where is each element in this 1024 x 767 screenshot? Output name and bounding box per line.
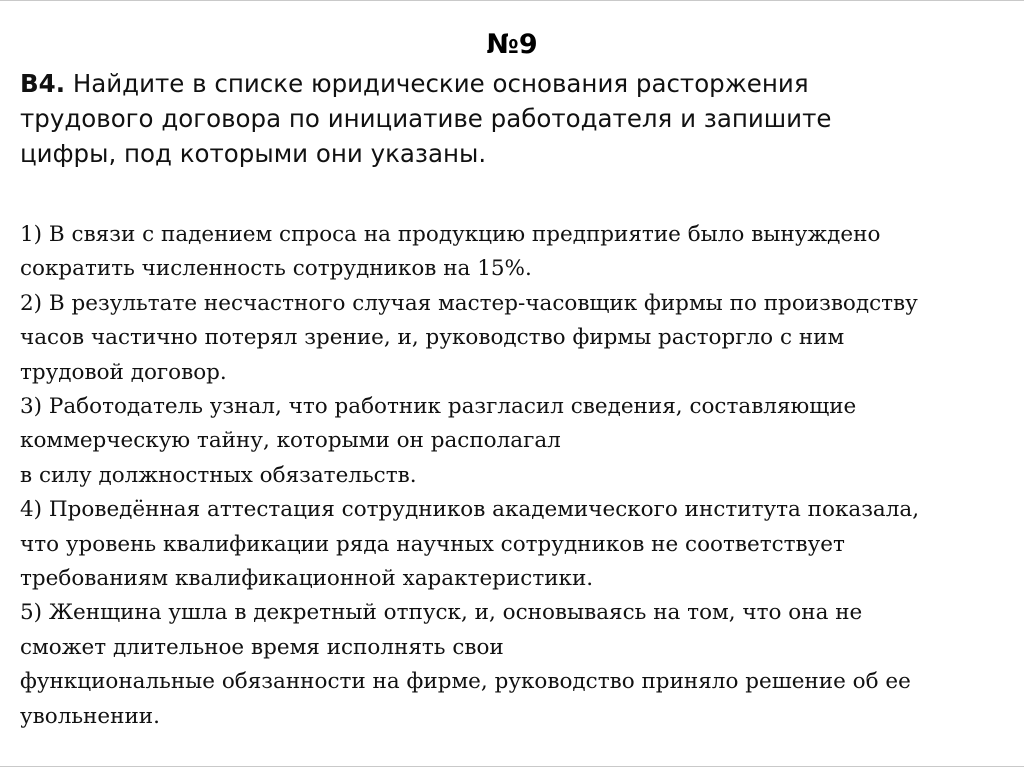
option-line: 5) Женщина ушла в декретный отпуск, и, основываясь на том, что она не: [20, 600, 863, 626]
task-statement: [20, 66, 1010, 171]
option-line: 2) В результате несчастного случая мастер-часовщик фирмы по производству: [20, 290, 918, 316]
answer-options-list: [20, 218, 1010, 734]
answer-option-4: [20, 493, 1010, 596]
option-line: часов частично потерял зрение, и, руководство фирмы расторгло с ним: [20, 325, 845, 351]
slide-number: №9: [486, 29, 538, 60]
answer-option-2: [20, 287, 1010, 390]
option-line: функциональные обязанности на фирме, руководство приняло решение об ее: [20, 669, 911, 695]
task-text: Найдите в списке юридические основания расторжения: [65, 69, 809, 98]
option-line: 1) В связи с падением спроса на продукцию предприятие было вынуждено: [20, 222, 881, 247]
option-line: что уровень квалификации ряда научных сотрудников не соответствует: [20, 531, 845, 557]
task-label: В4.: [20, 69, 66, 98]
option-line: в силу должностных обязательств.: [20, 462, 417, 488]
task-line: трудового договора по инициативе работодателя и запишите: [20, 104, 832, 133]
answer-option-1: [20, 218, 1010, 287]
option-line: требованиям квалификационной характеристики.: [20, 566, 594, 592]
option-line: увольнении.: [20, 703, 160, 729]
option-line: 3) Работодатель узнал, что работник разгласил сведения, составляющие: [20, 394, 857, 420]
option-line: трудовой договор.: [20, 359, 227, 385]
task-line: [20, 66, 1010, 101]
task-line: цифры, под которыми они указаны.: [20, 139, 487, 168]
slide-top-border: [0, 0, 1024, 1]
option-line: сможет длительное время исполнять свои: [20, 634, 504, 660]
option-line: коммерческую тайну, которыми он располагал: [20, 428, 561, 454]
answer-option-5: [20, 596, 1010, 734]
answer-option-3: [20, 390, 1010, 493]
option-line: сократить численность сотрудников на 15%.: [20, 256, 532, 282]
option-line: 4) Проведённая аттестация сотрудников академического института показала,: [20, 497, 920, 523]
